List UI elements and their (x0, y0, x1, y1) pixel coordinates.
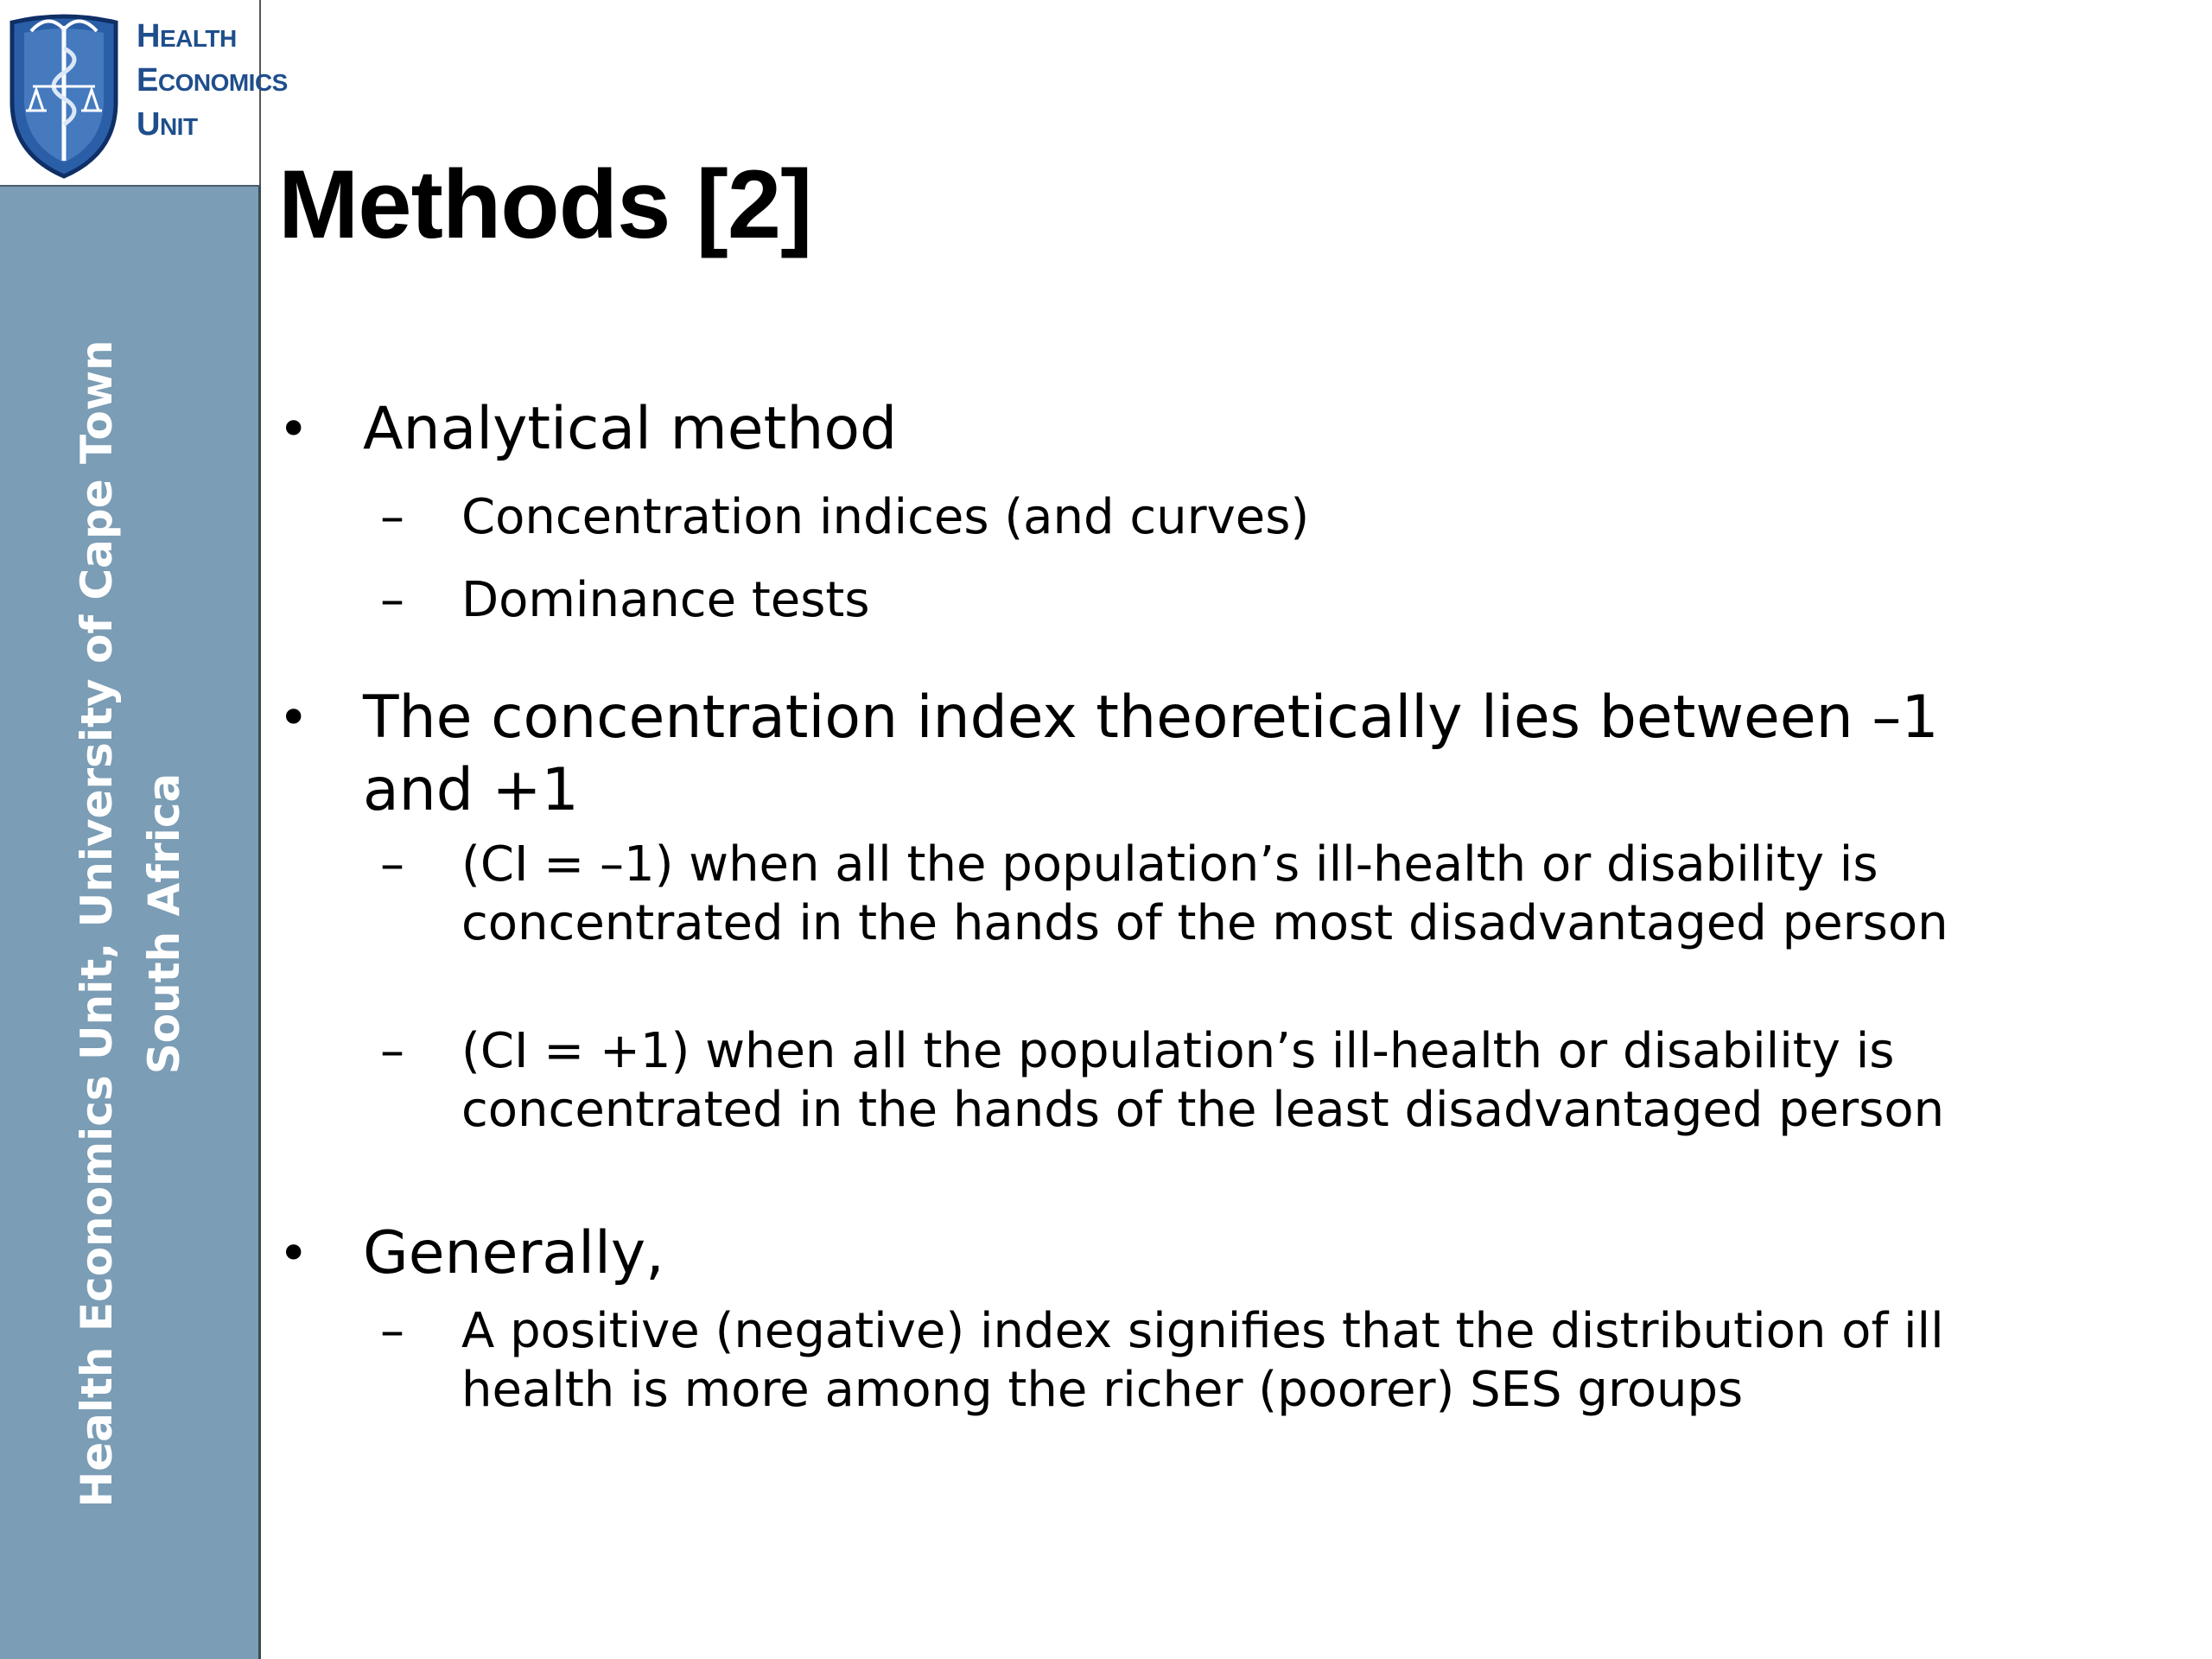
sub-bullet-ci-plus-one (278, 1022, 2058, 1140)
logo-line-1: HEALTH (137, 18, 237, 54)
sidebar-line-2: South Africa (139, 772, 189, 1075)
slide-title: Methods [2] (278, 150, 812, 258)
caduceus-shield-icon (5, 7, 123, 180)
bullet-text: The concentration index theoretically lies between –1 and +1 (363, 683, 1939, 824)
sidebar-caption (63, 276, 198, 1572)
sidebar-line-1: Health Economics Unit, University of Cape Town (72, 340, 122, 1508)
bullet-marker: • (278, 688, 309, 748)
sub-bullet-ci-minus-one (278, 836, 2058, 953)
logo-line-2: ECONOMICS (137, 62, 288, 99)
logo (0, 0, 288, 185)
sub-bullet-text: Concentration indices (and curves) (461, 489, 1310, 545)
sub-bullet-marker: – (380, 1303, 404, 1359)
logo-wordmark (137, 16, 288, 148)
sub-bullet-dominance-tests (278, 571, 2058, 630)
bullet-marker: • (278, 399, 309, 460)
sub-bullet-text: A positive (negative) index signifies that the distribution of ill health is more among the richer (poorer) SES groups (461, 1303, 1944, 1418)
bullet-analytical-method (278, 393, 2058, 466)
sub-bullet-marker: – (380, 572, 404, 628)
bullet-generally (278, 1217, 2058, 1290)
sub-bullet-marker: – (380, 1023, 404, 1079)
bullet-concentration-range (278, 682, 2058, 827)
sub-bullet-text: (CI = +1) when all the population’s ill-health or disability is concentrated in the hands of the least disadvantaged person (461, 1023, 1945, 1138)
sub-bullet-marker: – (380, 836, 404, 893)
bullet-text: Analytical method (363, 395, 898, 463)
sub-bullet-marker: – (380, 489, 404, 545)
sub-bullet-concentration-indices (278, 488, 2058, 547)
slide-body (278, 393, 2058, 1420)
sub-bullet-positive-negative-index (278, 1302, 2058, 1420)
sidebar-band (0, 185, 261, 1659)
sub-bullet-text: (CI = –1) when all the population’s ill-health or disability is concentrated in the hands of the most disadvantaged person (461, 836, 1948, 951)
bullet-text: Generally, (363, 1219, 664, 1287)
bullet-marker: • (278, 1224, 309, 1284)
logo-line-3: UNIT (137, 106, 198, 143)
sub-bullet-text: Dominance tests (461, 572, 870, 628)
